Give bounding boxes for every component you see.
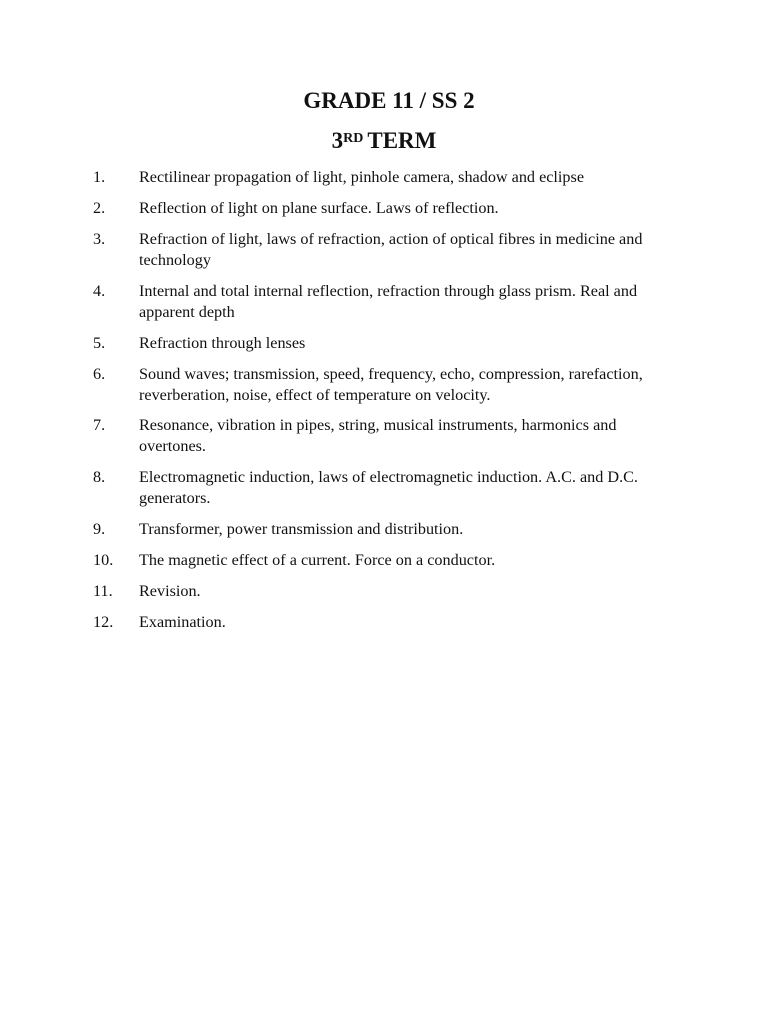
list-item-number: 2.	[93, 199, 106, 217]
list-item-text: Resonance, vibration in pipes, string, musical instruments, harmonics and overtones.	[139, 416, 617, 455]
list-item-text: Revision.	[139, 582, 201, 600]
list-item-text: Refraction through lenses	[139, 334, 306, 352]
list-item-text: Refraction of light, laws of refraction, action of optical fibres in medicine and technology	[139, 230, 643, 269]
list-item-number: 5.	[93, 334, 106, 352]
list-item-text: Transformer, power transmission and distribution.	[139, 520, 464, 538]
list-item-text: Reflection of light on plane surface. Laws of reflection.	[139, 199, 499, 217]
list-item-number: 6.	[93, 365, 106, 383]
list-item-number: 4.	[93, 282, 106, 300]
list-item-number: 1.	[93, 168, 106, 186]
term-title	[0, 127, 768, 155]
term-superscript: RD	[343, 131, 364, 146]
list-item-text: Rectilinear propagation of light, pinhole camera, shadow and eclipse	[139, 168, 585, 186]
term-number: 3	[331, 128, 344, 153]
list-item-text: Sound waves; transmission, speed, frequency, echo, compression, rarefaction, reverberation, noise, effect of temperature on velocity.	[139, 365, 643, 404]
list-item-number: 9.	[93, 520, 106, 538]
list-item-number: 7.	[93, 416, 106, 434]
title-grade: GRADE 11 / SS 2	[303, 88, 475, 113]
list-item-number: 10.	[93, 551, 114, 569]
list-item-number: 12.	[93, 613, 114, 631]
list-item-text: Electromagnetic induction, laws of electromagnetic induction. A.C. and D.C. generators.	[139, 468, 638, 507]
list-item-text: Internal and total internal reflection, refraction through glass prism. Real and apparent depth	[139, 282, 638, 321]
list-item-text: Examination.	[139, 613, 226, 631]
list-item-text: The magnetic effect of a current. Force on a conductor.	[139, 551, 496, 569]
list-item-number: 3.	[93, 230, 106, 248]
term-label: TERM	[367, 128, 437, 153]
page-title	[5, 87, 768, 115]
list-item-number: 8.	[93, 468, 106, 486]
list-item-number: 11.	[93, 582, 113, 600]
